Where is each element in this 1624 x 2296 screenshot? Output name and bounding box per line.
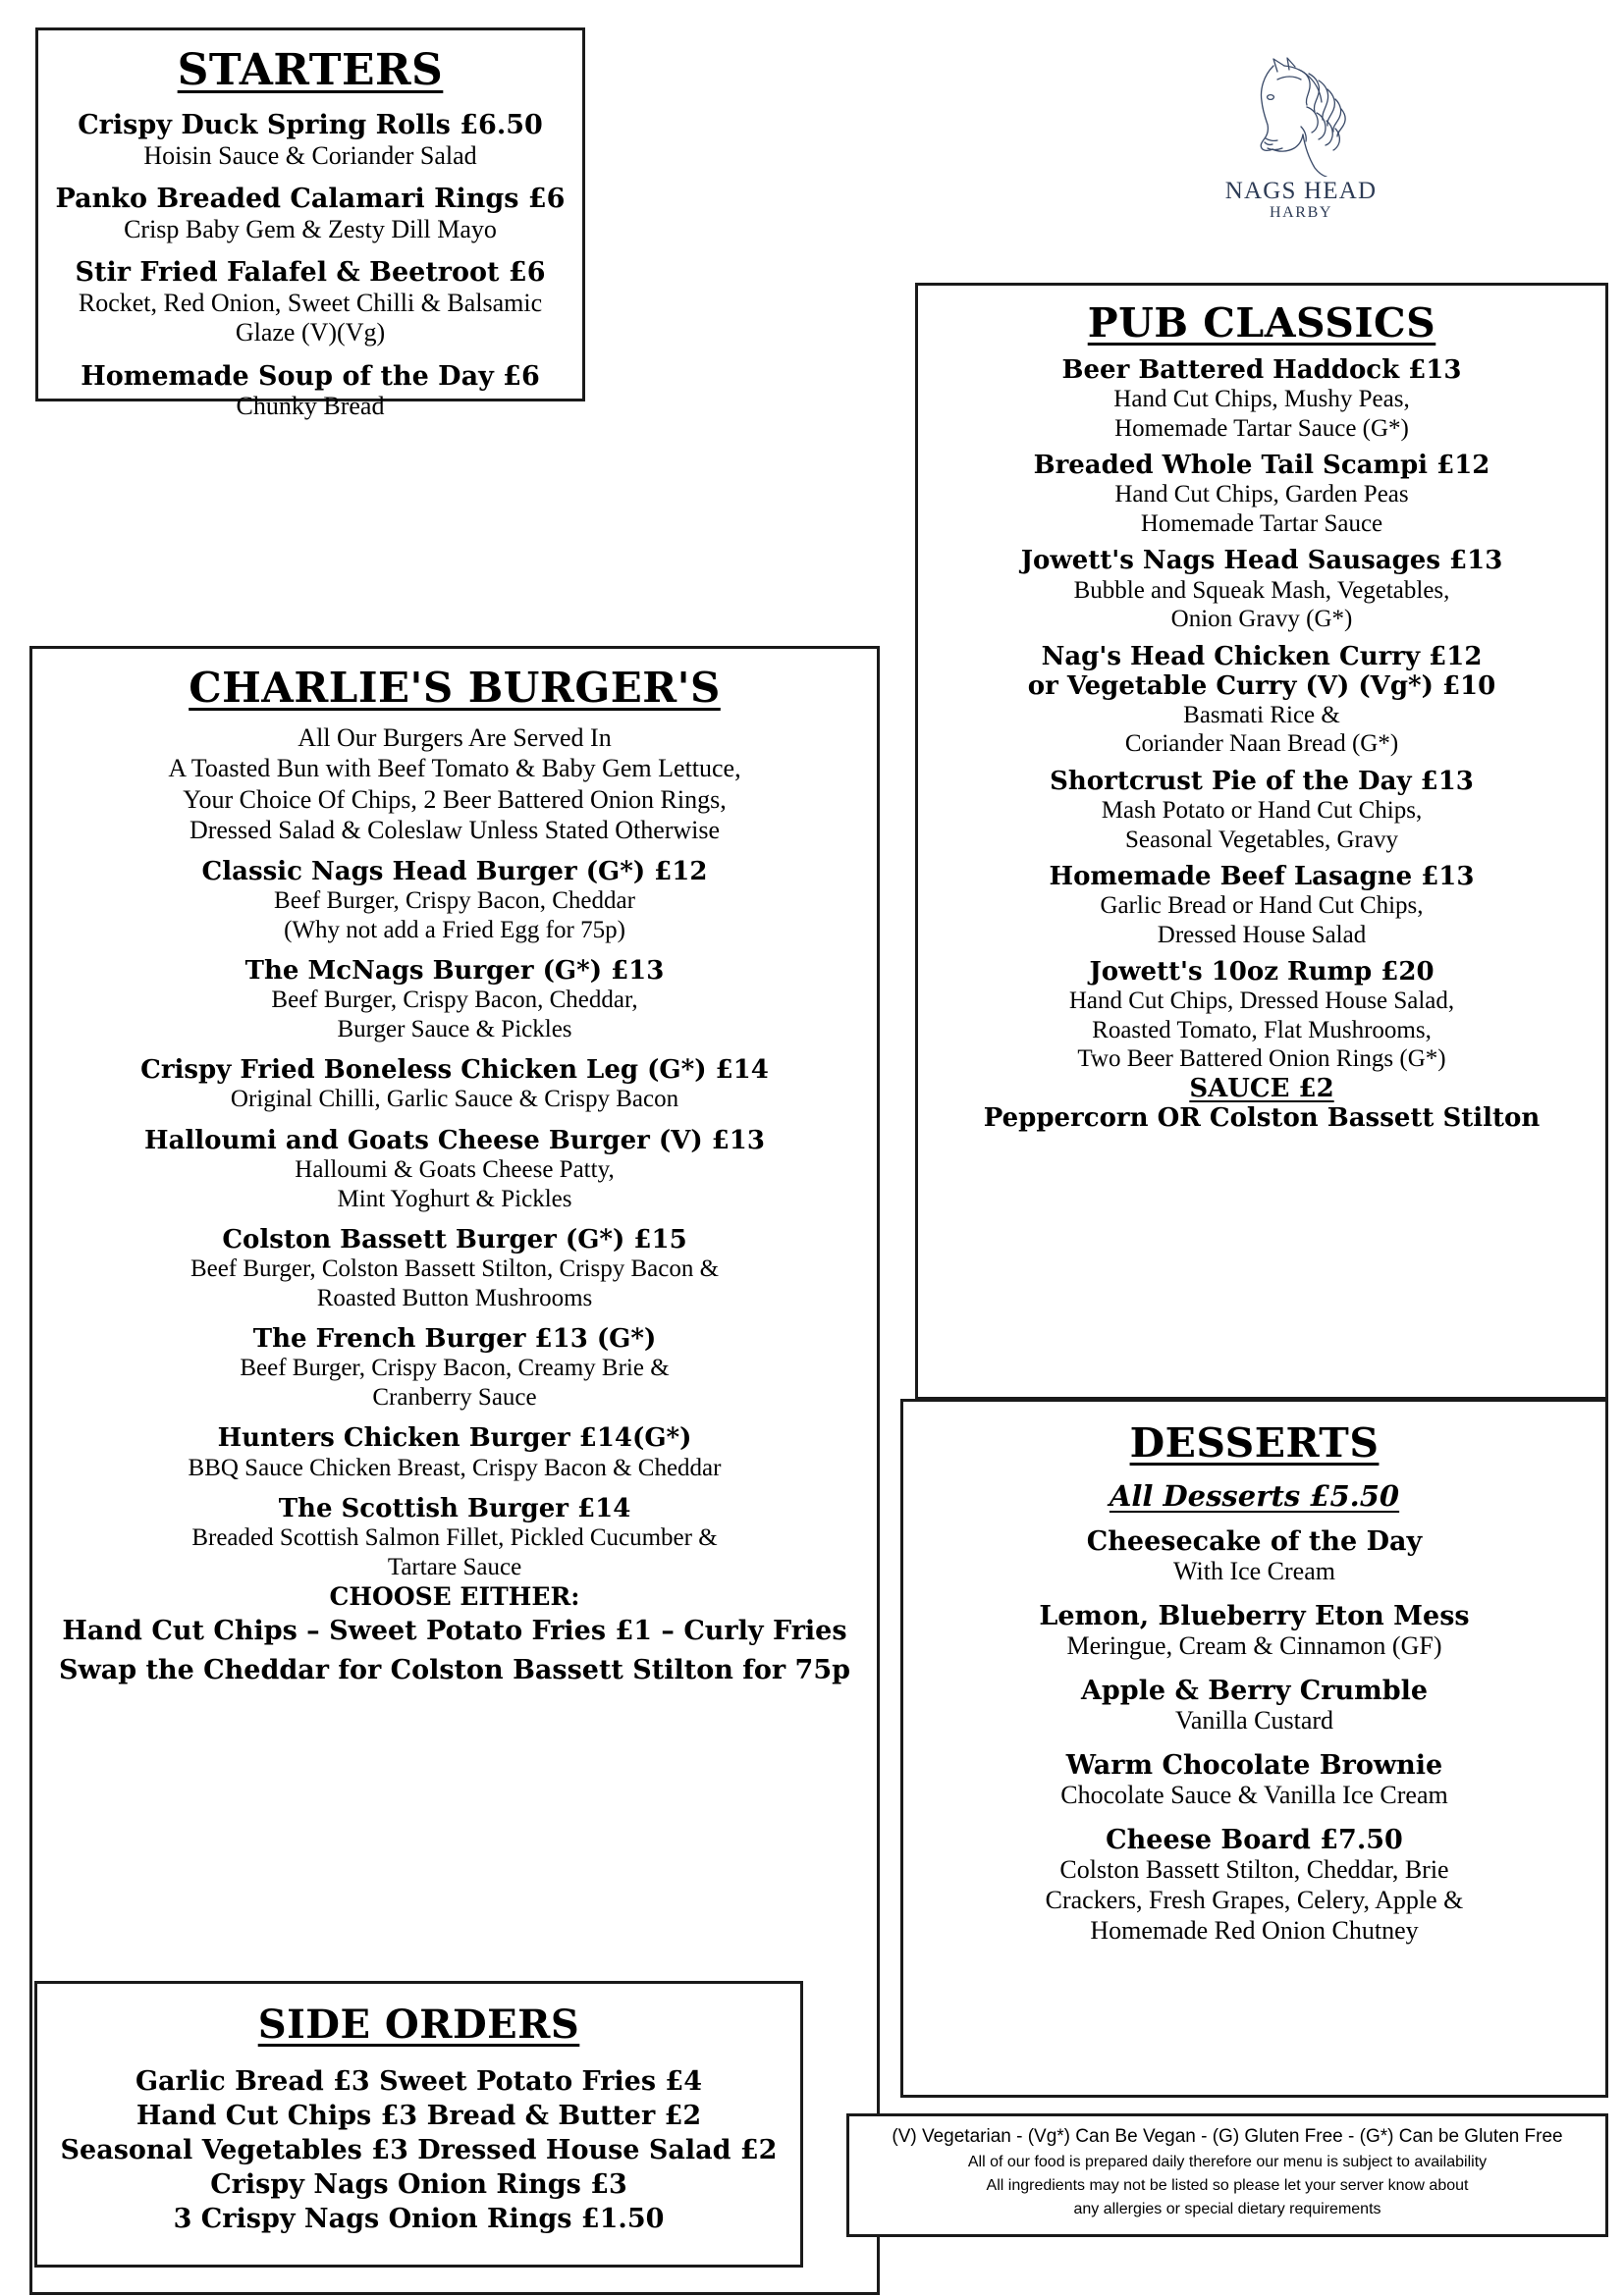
item-description: Colston Bassett Stilton, Cheddar, Brie Crackers, Fresh Grapes, Celery, Apple & Homemade Red Onion Chutney	[1045, 1855, 1464, 1945]
starters-title: STARTERS	[177, 45, 444, 95]
side-order-line: Garlic Bread £3 Sweet Potato Fries £4	[135, 2066, 703, 2097]
item-description: Beef Burger, Crispy Bacon, Cheddar, Burger Sauce & Pickles	[271, 987, 638, 1042]
logo-location: HARBY	[1269, 204, 1332, 222]
menu-item	[928, 451, 1596, 538]
choose-options: Hand Cut Chips – Sweet Potato Fries £1 – Curly Fries	[62, 1616, 847, 1647]
menu-item	[913, 1526, 1596, 1587]
brand-logo	[1159, 54, 1443, 222]
menu-item	[40, 956, 869, 1043]
item-name: Panko Breaded Calamari Rings £6	[55, 184, 566, 215]
item-name: Homemade Soup of the Day £6	[81, 361, 540, 393]
item-name: Stir Fried Falafel & Beetroot £6	[75, 257, 546, 289]
item-description: Rocket, Red Onion, Sweet Chilli & Balsamic Glaze (V)(Vg)	[78, 288, 543, 347]
menu-item	[928, 862, 1596, 949]
item-name: Cheesecake of the Day	[1086, 1526, 1423, 1558]
item-description: Beef Burger, Colston Bassett Stilton, Crispy Bacon & Roasted Button Mushrooms	[189, 1255, 720, 1311]
menu-item	[40, 1126, 869, 1213]
item-name: Crispy Fried Boneless Chicken Leg (G*) £14	[140, 1055, 769, 1086]
side-order-line: Seasonal Vegetables £3 Dressed House Salad £2	[60, 2135, 778, 2166]
ingredients-note: All ingredients may not be listed so please let your server know about	[986, 2176, 1469, 2194]
item-name: Cheese Board £7.50	[1106, 1825, 1403, 1856]
menu-item	[913, 1750, 1596, 1811]
item-name: Jowett's 10oz Rump £20	[1089, 957, 1435, 988]
item-description: Basmati Rice & Coriander Naan Bread (G*)	[1124, 701, 1399, 758]
item-description: Crisp Baby Gem & Zesty Dill Mayo	[124, 214, 497, 243]
logo-name: NAGS HEAD	[1224, 178, 1378, 204]
menu-item	[40, 857, 869, 944]
item-name: Homemade Beef Lasagne £13	[1049, 862, 1475, 892]
allergen-key: (V) Vegetarian - (Vg*) Can Be Vegan - (G) Gluten Free - (G*) Can be Gluten Free	[892, 2126, 1563, 2147]
side-order-line: 3 Crispy Nags Onion Rings £1.50	[173, 2204, 665, 2235]
item-name: Beer Battered Haddock £13	[1061, 355, 1462, 386]
item-name: Crispy Duck Spring Rolls £6.50	[78, 110, 543, 141]
item-description: Bubble and Squeak Mash, Vegetables, Onion Gravy (G*)	[1073, 576, 1450, 633]
menu-item	[913, 1676, 1596, 1736]
menu-item	[52, 110, 568, 171]
burgers-title: CHARLIE'S BURGER'S	[189, 664, 721, 712]
desserts-title: DESSERTS	[1129, 1419, 1380, 1467]
item-description: Mash Potato or Hand Cut Chips, Seasonal Vegetables, Gravy	[1101, 797, 1423, 853]
item-name: Jowett's Nags Head Sausages £13	[1020, 546, 1503, 576]
sauce-options: Peppercorn OR Colston Bassett Stilton	[983, 1102, 1541, 1133]
allergies-note: any allergies or special dietary requirements	[1073, 2200, 1381, 2217]
menu-item	[913, 1601, 1596, 1662]
item-description: Hand Cut Chips, Garden Peas Homemade Tartar Sauce	[1114, 481, 1409, 537]
item-description: Vanilla Custard	[1174, 1706, 1334, 1735]
item-name: Colston Bassett Burger (G*) £15	[222, 1225, 687, 1255]
swap-note: Swap the Cheddar for Colston Bassett Stilton for 75p	[58, 1654, 851, 1685]
item-description: BBQ Sauce Chicken Breast, Crispy Bacon & Cheddar	[188, 1454, 722, 1481]
item-name: Warm Chocolate Brownie	[1065, 1750, 1443, 1782]
menu-item	[52, 361, 568, 422]
item-description: Halloumi & Goats Cheese Patty, Mint Yoghurt & Pickles	[295, 1156, 615, 1212]
menu-item	[928, 642, 1596, 759]
item-description: With Ice Cream	[1173, 1557, 1335, 1586]
item-description: Chocolate Sauce & Vanilla Ice Cream	[1060, 1781, 1448, 1810]
item-name: Classic Nags Head Burger (G*) £12	[201, 856, 708, 886]
menu-item	[40, 1324, 869, 1412]
availability-note: All of our food is prepared daily therefore our menu is subject to availability	[967, 2153, 1488, 2170]
desserts-panel	[900, 1399, 1608, 2098]
item-description: Original Chilli, Garlic Sauce & Crispy Bacon	[230, 1086, 679, 1113]
menu-item	[40, 1055, 869, 1114]
horse-head-icon	[1159, 54, 1443, 177]
menu-item	[928, 355, 1596, 443]
menu-item	[928, 767, 1596, 854]
menu-item	[928, 546, 1596, 633]
item-name: Breaded Whole Tail Scampi £12	[1033, 451, 1490, 481]
all-desserts-price: All Desserts £5.50	[1109, 1479, 1400, 1514]
item-name: Halloumi and Goats Cheese Burger (V) £13	[144, 1125, 765, 1155]
sauce-heading: SAUCE £2	[1189, 1073, 1334, 1103]
item-name: The French Burger £13 (G*)	[252, 1324, 657, 1355]
item-name: Lemon, Blueberry Eton Mess	[1039, 1601, 1470, 1632]
allergen-key-panel	[846, 2113, 1608, 2237]
item-name: Hunters Chicken Burger £14(G*)	[217, 1423, 692, 1454]
side-orders-title: SIDE ORDERS	[257, 2002, 580, 2048]
item-name: The Scottish Burger £14	[278, 1494, 631, 1524]
menu-item	[52, 184, 568, 244]
burgers-intro: All Our Burgers Are Served In A Toasted Bun with Beef Tomato & Baby Gem Lettuce, Your Choice Of Chips, 2 Beer Battered Onion Rings, Dressed Salad & Coleslaw Unless Stated Otherwise	[168, 723, 741, 844]
item-description: Breaded Scottish Salmon Fillet, Pickled Cucumber & Tartare Sauce	[191, 1524, 718, 1580]
item-description: Hand Cut Chips, Dressed House Salad, Roasted Tomato, Flat Mushrooms, Two Beer Battered Onion Rings (G*)	[1068, 988, 1455, 1073]
pub-classics-panel	[915, 283, 1608, 1400]
item-name: The McNags Burger (G*) £13	[244, 956, 665, 987]
starters-panel	[35, 27, 585, 421]
item-description: Beef Burger, Crispy Bacon, Creamy Brie & Cranberry Sauce	[240, 1355, 670, 1411]
menu-item	[52, 257, 568, 348]
side-order-line: Crispy Nags Onion Rings £3	[210, 2169, 627, 2201]
pub-classics-title: PUB CLASSICS	[1087, 299, 1436, 347]
side-orders-panel	[34, 1981, 803, 2268]
item-name: Nag's Head Chicken Curry £12 or Vegetable Curry (V) (Vg*) £10	[1027, 641, 1496, 701]
item-description: Hand Cut Chips, Mushy Peas, Homemade Tartar Sauce (G*)	[1113, 386, 1410, 442]
menu-item	[928, 957, 1596, 1074]
item-description: Beef Burger, Crispy Bacon, Cheddar (Why not add a Fried Egg for 75p)	[274, 887, 635, 943]
item-name: Shortcrust Pie of the Day £13	[1050, 766, 1474, 796]
item-description: Garlic Bread or Hand Cut Chips, Dressed House Salad	[1100, 892, 1424, 948]
item-description: Meringue, Cream & Cinnamon (GF)	[1066, 1631, 1442, 1661]
menu-item	[40, 1423, 869, 1482]
choose-either-label: CHOOSE EITHER:	[329, 1582, 580, 1612]
side-order-line: Hand Cut Chips £3 Bread & Butter £2	[135, 2101, 702, 2132]
menu-item	[40, 1494, 869, 1581]
menu-item	[913, 1825, 1596, 1946]
item-description: Hoisin Sauce & Coriander Salad	[143, 140, 477, 170]
menu-item	[40, 1225, 869, 1312]
item-description: Chunky Bread	[236, 392, 385, 421]
item-name: Apple & Berry Crumble	[1080, 1676, 1429, 1707]
